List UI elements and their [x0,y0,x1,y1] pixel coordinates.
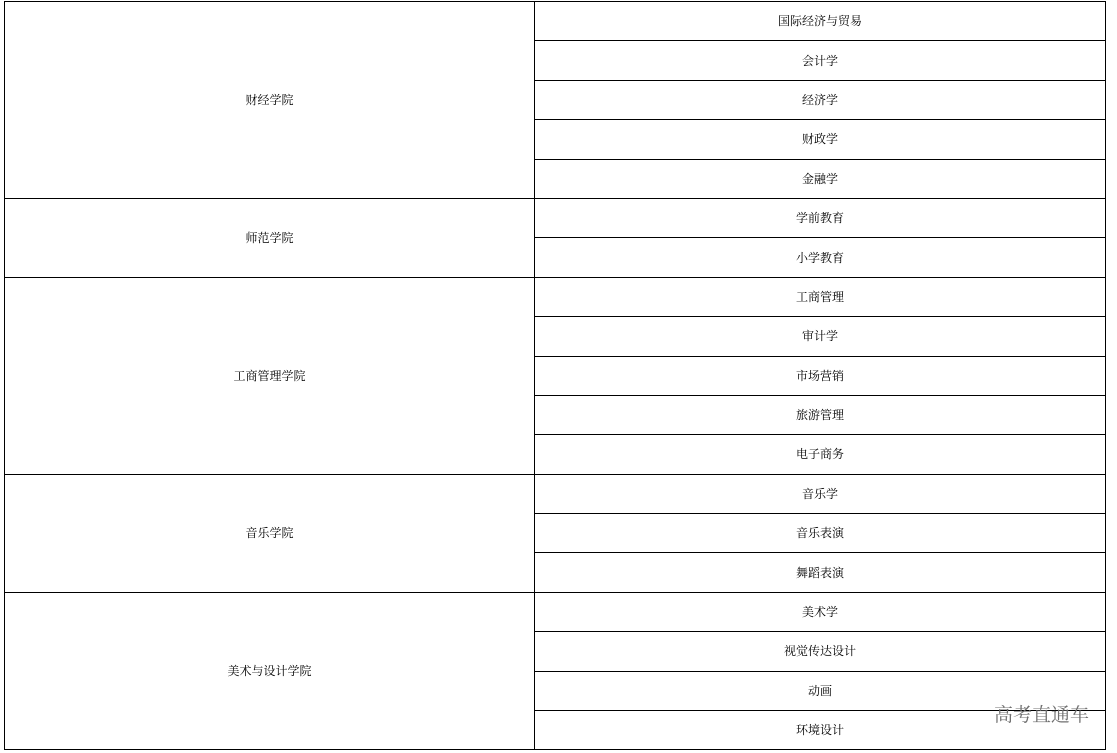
major-cell: 旅游管理 [535,395,1106,434]
college-name-finance: 财经学院 [5,2,535,199]
college-name-music: 音乐学院 [5,474,535,592]
major-cell: 音乐表演 [535,514,1106,553]
major-cell: 视觉传达设计 [535,632,1106,671]
college-name-normal: 师范学院 [5,198,535,277]
table-row [5,474,1106,513]
college-majors-table [4,1,1106,750]
major-cell: 小学教育 [535,238,1106,277]
table-row [5,2,1106,41]
watermark-text: 高考直通车 [993,704,1089,726]
major-cell: 动画 [535,671,1106,710]
major-cell: 市场营销 [535,356,1106,395]
major-cell: 美术学 [535,592,1106,631]
major-cell: 舞蹈表演 [535,553,1106,592]
major-cell: 会计学 [535,41,1106,80]
college-majors-body [5,2,1106,750]
table-row [5,277,1106,316]
major-cell: 环境设计 [535,711,1106,750]
college-name-art-design: 美术与设计学院 [5,592,535,750]
major-cell: 音乐学 [535,474,1106,513]
major-cell: 工商管理 [535,277,1106,316]
major-cell: 电子商务 [535,435,1106,474]
table-row [5,592,1106,631]
major-cell: 金融学 [535,159,1106,198]
major-cell: 审计学 [535,317,1106,356]
major-cell: 经济学 [535,80,1106,119]
major-cell: 财政学 [535,120,1106,159]
table-row [5,198,1106,237]
college-name-business: 工商管理学院 [5,277,535,474]
major-cell: 国际经济与贸易 [535,2,1106,41]
major-cell: 学前教育 [535,198,1106,237]
